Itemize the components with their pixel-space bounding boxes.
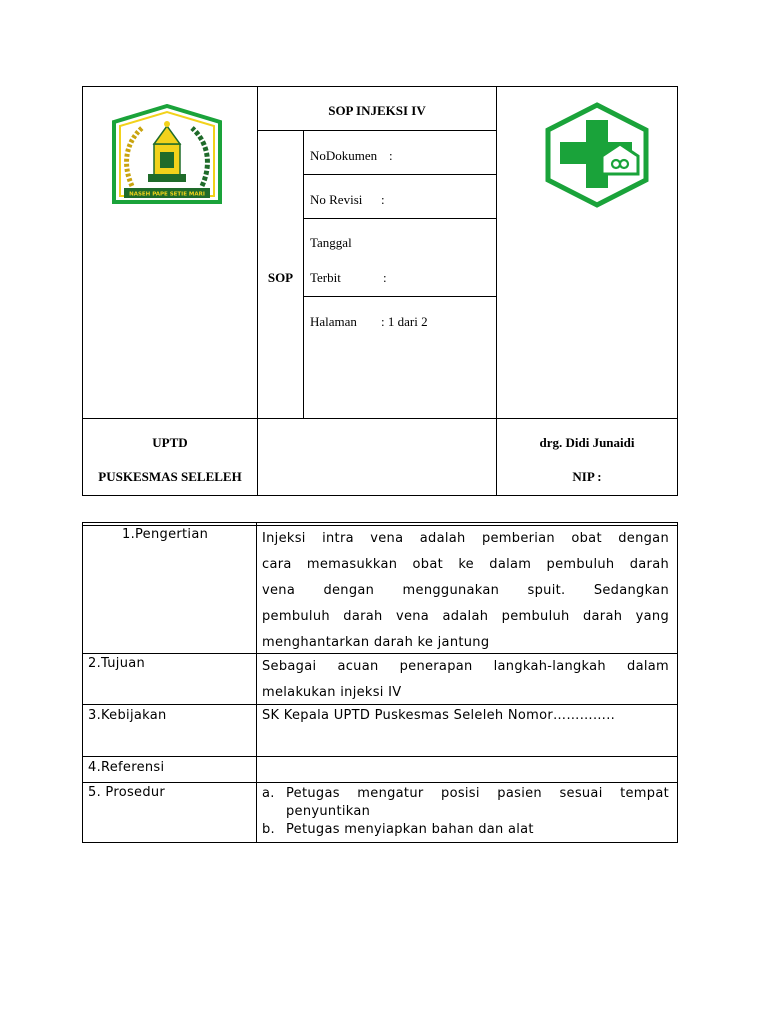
unit-line1: UPTD <box>152 435 188 450</box>
sop-label: SOP <box>267 270 294 285</box>
page-value: : 1 dari 2 <box>381 314 428 329</box>
prosedur-label: 5. Prosedur <box>88 785 166 800</box>
kebijakan-text: SK Kepala UPTD Puskesmas Seleleh Nomor………….. <box>262 708 616 723</box>
date-label-line1: Tanggal <box>310 235 352 250</box>
prosedur-marker: b. <box>262 822 275 837</box>
emblem-caption: NASEH PAPE SETIE MARI <box>129 191 205 198</box>
date-sep: : <box>383 270 387 285</box>
prosedur-list <box>262 784 669 839</box>
tujuan-line: Sebagai acuan penerapan langkah-langkah dalam <box>262 659 669 674</box>
signer-nip: NIP : <box>572 469 602 484</box>
kebijakan-label: 3.Kebijakan <box>88 708 167 723</box>
page-label: Halaman <box>310 314 357 329</box>
pengertian-line: pembuluh darah vena adalah pembuluh darah yang <box>262 609 669 624</box>
doc-number-label: NoDokumen <box>310 148 378 163</box>
prosedur-line: penyuntikan <box>286 804 371 819</box>
unit-line2: PUSKESMAS SELELEH <box>98 469 242 484</box>
revision-label: No Revisi <box>310 192 363 207</box>
prosedur-line: Petugas mengatur posisi pasien sesuai tempat <box>286 786 669 801</box>
prosedur-item <box>262 784 669 820</box>
signer-name: drg. Didi Junaidi <box>539 435 635 450</box>
page-title: SOP INJEKSI IV <box>328 103 426 118</box>
pengertian-line: cara memasukkan obat ke dalam pembuluh darah <box>262 557 669 572</box>
pengertian-line: menghantarkan darah ke jantung <box>262 635 490 650</box>
pengertian-label: 1.Pengertian <box>122 527 209 542</box>
doc-number-sep: : <box>389 148 393 163</box>
prosedur-item <box>262 820 669 839</box>
pengertian-text <box>262 526 669 656</box>
prosedur-line: Petugas menyiapkan bahan dan alat <box>286 822 534 837</box>
prosedur-marker: a. <box>262 786 275 801</box>
date-label-line2: Terbit <box>310 270 341 285</box>
pengertian-line: vena dengan menggunakan spuit. Sedangkan <box>262 583 669 598</box>
referensi-label: 4.Referensi <box>88 760 165 775</box>
pengertian-line: Injeksi intra vena adalah pemberian obat dengan <box>262 531 669 546</box>
puskesmas-logo <box>542 102 652 208</box>
tujuan-text <box>262 654 669 706</box>
regional-emblem-logo <box>108 104 226 204</box>
revision-sep: : <box>381 192 385 207</box>
tujuan-line: melakukan injeksi IV <box>262 685 402 700</box>
tujuan-label: 2.Tujuan <box>88 656 146 671</box>
